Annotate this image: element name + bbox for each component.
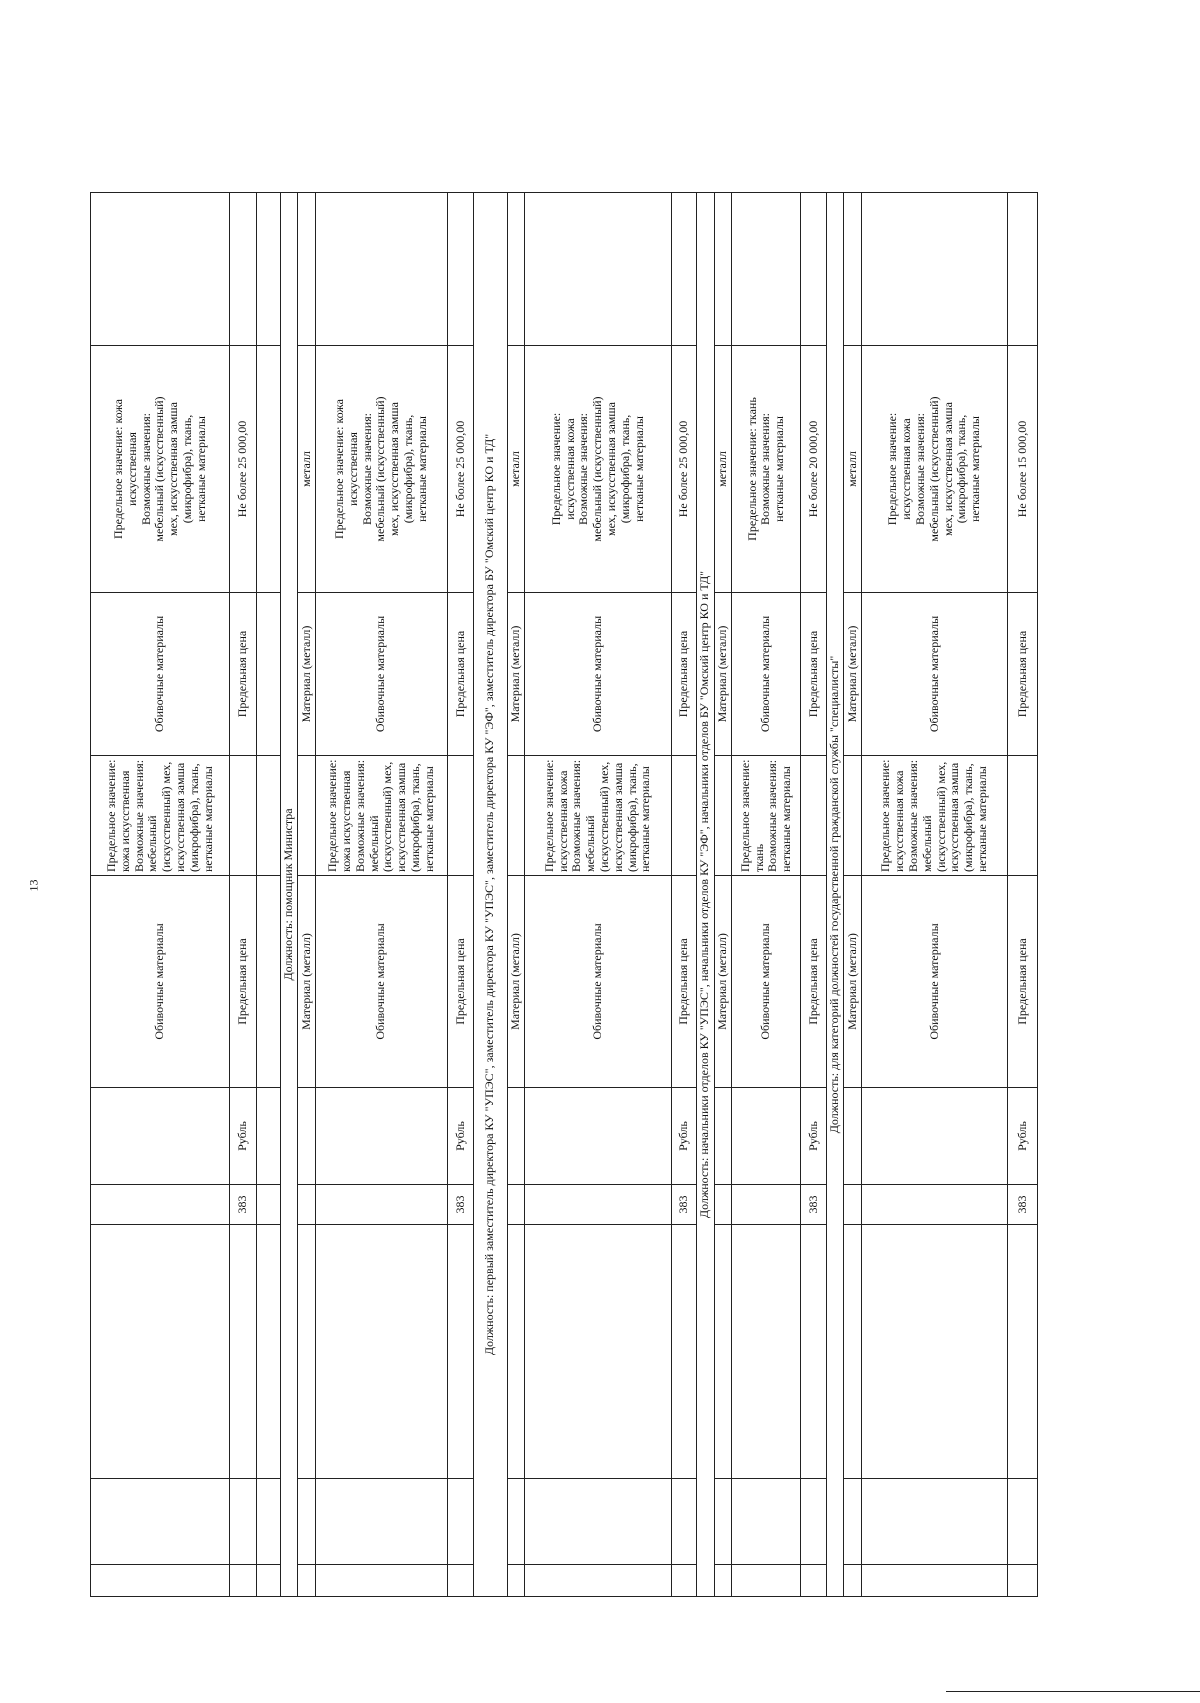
table-cell: [298, 756, 316, 876]
table-cell: [91, 1565, 230, 1597]
table-cell: [861, 1479, 1008, 1565]
page-number: 13: [26, 879, 41, 892]
table-cell: [1008, 1225, 1038, 1479]
table-row: [826, 193, 844, 1597]
characteristic-name: Обивочные материалы: [861, 593, 1008, 756]
table-cell: [315, 1225, 447, 1479]
table-cell: [230, 1565, 256, 1597]
table-cell: [525, 1225, 672, 1479]
table-row: [732, 193, 801, 1597]
table-row: [1008, 193, 1038, 1597]
table-cell: [844, 1185, 862, 1225]
table-cell: [801, 193, 826, 346]
unit-cell: Рубль: [1008, 1088, 1038, 1185]
required-value: Предельное значение: ткань Возможные значения: нетканые материалы: [732, 756, 801, 876]
table-cell: [525, 1479, 672, 1565]
metal-value: металл: [844, 346, 862, 593]
code-cell: 383: [801, 1185, 826, 1225]
table-cell: [861, 1088, 1008, 1185]
table-cell: [861, 1185, 1008, 1225]
table-cell: [671, 193, 696, 346]
characteristic-name: Материал (металл): [298, 593, 316, 756]
code-cell: 383: [671, 1185, 696, 1225]
price-value: Не более 20 000,00: [801, 346, 826, 593]
table-cell: [447, 756, 473, 876]
table-row: [447, 193, 473, 1597]
table-cell: [861, 193, 1008, 346]
unit-cell: Рубль: [801, 1088, 826, 1185]
table-cell: [256, 1088, 280, 1185]
characteristic-name: Предельная цена: [447, 593, 473, 756]
table-cell: [844, 1225, 862, 1479]
table-cell: [91, 1088, 230, 1185]
characteristic-name: Предельная цена: [230, 876, 256, 1088]
table-row: [298, 193, 316, 1597]
table-cell: [844, 756, 862, 876]
table-cell: [315, 1088, 447, 1185]
table-cell: [732, 1185, 801, 1225]
table-cell: [230, 1479, 256, 1565]
table-cell: [256, 1479, 280, 1565]
price-value: Не более 25 000,00: [671, 346, 696, 593]
metal-value: металл: [714, 346, 732, 593]
required-value: Предельное значение: кожа искусственная Возможные значения: мебельный (искусственный) мех, искусственная замша (микрофибра), ткань, нетканые материалы: [315, 756, 447, 876]
table-cell: [91, 193, 230, 346]
metal-value: металл: [507, 346, 525, 593]
unit-cell: Рубль: [447, 1088, 473, 1185]
table-cell: [714, 1185, 732, 1225]
code-cell: 383: [447, 1185, 473, 1225]
table-cell: [801, 756, 826, 876]
table-row: [697, 193, 715, 1597]
table-cell: [801, 1565, 826, 1597]
required-value: Предельное значение: кожа искусственная Возможные значения: мебельный (искусственный) мех, искусственная замша (микрофибра), ткань, нетканые материалы: [91, 756, 230, 876]
characteristic-name: Материал (металл): [298, 876, 316, 1088]
table-cell: [507, 1565, 525, 1597]
position-heading: Должность: для категорий должностей государственной гражданской службы "специалисты": [826, 193, 844, 1597]
table-cell: [732, 1479, 801, 1565]
table-cell: [298, 1479, 316, 1565]
table-cell: [714, 756, 732, 876]
table-cell: [714, 1088, 732, 1185]
characteristic-name: Обивочные материалы: [91, 876, 230, 1088]
table-cell: [315, 193, 447, 346]
required-value: Предельное значение: искусственная кожа Возможные значения: мебельный (искусственный) мех, искусственная замша (микрофибра), ткань, нетканые материалы: [525, 756, 672, 876]
code-cell: 383: [230, 1185, 256, 1225]
unit-cell: Рубль: [671, 1088, 696, 1185]
table-cell: [732, 1225, 801, 1479]
table-cell: [298, 1088, 316, 1185]
characteristic-name: Обивочные материалы: [315, 876, 447, 1088]
approved-value: Предельное значение: искусственная кожа Возможные значения: мебельный (искусственный) мех, искусственная замша (микрофибра), ткань, нетканые материалы: [525, 346, 672, 593]
table-cell: [91, 1225, 230, 1479]
table-row: [91, 193, 230, 1597]
metal-value: металл: [298, 346, 316, 593]
table-cell: [447, 1479, 473, 1565]
table-cell: [507, 1185, 525, 1225]
characteristic-name: Материал (металл): [844, 876, 862, 1088]
table-cell: [256, 876, 280, 1088]
table-cell: [861, 1565, 1008, 1597]
table-row: [671, 193, 696, 1597]
table-cell: [844, 1088, 862, 1185]
unit-cell: Рубль: [230, 1088, 256, 1185]
table-cell: [447, 193, 473, 346]
table-cell: [91, 1479, 230, 1565]
table-cell: [315, 1185, 447, 1225]
table-cell: [256, 1185, 280, 1225]
table-cell: [256, 593, 280, 756]
approved-value: Предельное значение: ткань Возможные значения: нетканые материалы: [732, 346, 801, 593]
table-cell: [732, 1088, 801, 1185]
table-cell: [507, 1479, 525, 1565]
table-cell: [1008, 1479, 1038, 1565]
position-heading: Должность: помощник Министра: [280, 193, 298, 1597]
characteristic-name: Материал (металл): [714, 593, 732, 756]
table-cell: [861, 1225, 1008, 1479]
characteristic-name: Предельная цена: [230, 593, 256, 756]
characteristic-name: Материал (металл): [714, 876, 732, 1088]
table-cell: [1008, 756, 1038, 876]
table-cell: [844, 193, 862, 346]
table-cell: [507, 1088, 525, 1185]
table-cell: [230, 756, 256, 876]
price-value: Не более 25 000,00: [230, 346, 256, 593]
table-cell: [525, 1185, 672, 1225]
table-cell: [714, 1565, 732, 1597]
approved-value: Предельное значение: кожа искусственная Возможные значения: мебельный (искусственный) мех, искусственная замша (микрофибра), ткань, нетканые материалы: [315, 346, 447, 593]
characteristic-name: Обивочные материалы: [315, 593, 447, 756]
table-cell: [256, 193, 280, 346]
rotated-table-container: [90, 193, 1038, 1597]
characteristic-name: Обивочные материалы: [525, 876, 672, 1088]
table-cell: [671, 1565, 696, 1597]
table-cell: [256, 1565, 280, 1597]
characteristic-name: Обивочные материалы: [525, 593, 672, 756]
table-cell: [230, 193, 256, 346]
table-cell: [298, 1185, 316, 1225]
table-row: [861, 193, 1008, 1597]
table-cell: [714, 193, 732, 346]
table-row: [801, 193, 826, 1597]
table-cell: [671, 1225, 696, 1479]
table-row: [230, 193, 256, 1597]
table-cell: [801, 1225, 826, 1479]
characteristic-name: Обивочные материалы: [861, 876, 1008, 1088]
position-heading: Должность: начальники отделов КУ "УПЭС", начальники отделов КУ "ЭФ", начальники отделов БУ "Омский центр КО и ТД": [697, 193, 715, 1597]
price-value: Не более 25 000,00: [447, 346, 473, 593]
table-cell: [256, 756, 280, 876]
footer-line: [946, 1691, 1200, 1692]
table-row: [844, 193, 862, 1597]
position-heading: Должность: первый заместитель директора КУ "УПЭС", заместитель директора КУ "УПЭС", заместитель директора КУ "ЭФ", заместитель директора БУ "Омский центр КО и ТД": [474, 193, 508, 1597]
table-cell: [298, 1225, 316, 1479]
table-cell: [298, 193, 316, 346]
table-cell: [315, 1565, 447, 1597]
table-cell: [315, 1479, 447, 1565]
table-row: [315, 193, 447, 1597]
table-cell: [671, 1479, 696, 1565]
table-cell: [256, 346, 280, 593]
table-cell: [844, 1565, 862, 1597]
characteristic-name: Предельная цена: [801, 593, 826, 756]
table-cell: [732, 1565, 801, 1597]
characteristic-name: Предельная цена: [1008, 876, 1038, 1088]
table-cell: [447, 1565, 473, 1597]
table-row: [256, 193, 280, 1597]
table-cell: [714, 1479, 732, 1565]
table-row: [280, 193, 298, 1597]
table-row: [507, 193, 525, 1597]
table-cell: [525, 1565, 672, 1597]
table-cell: [525, 193, 672, 346]
table-cell: [507, 193, 525, 346]
table-cell: [732, 193, 801, 346]
characteristic-name: Предельная цена: [671, 593, 696, 756]
characteristic-name: Предельная цена: [671, 876, 696, 1088]
characteristic-name: Обивочные материалы: [91, 593, 230, 756]
table-cell: [525, 1088, 672, 1185]
table-cell: [91, 1185, 230, 1225]
characteristic-name: Обивочные материалы: [732, 876, 801, 1088]
characteristic-name: Предельная цена: [447, 876, 473, 1088]
characteristic-name: Обивочные материалы: [732, 593, 801, 756]
table-cell: [256, 1225, 280, 1479]
table-cell: [298, 1565, 316, 1597]
table-cell: [801, 1479, 826, 1565]
table-row: [474, 193, 508, 1597]
table-cell: [507, 1225, 525, 1479]
code-cell: 383: [1008, 1185, 1038, 1225]
table-cell: [714, 1225, 732, 1479]
characteristic-name: Материал (металл): [844, 593, 862, 756]
table-cell: [844, 1479, 862, 1565]
table-cell: [671, 756, 696, 876]
characteristic-name: Материал (металл): [507, 876, 525, 1088]
table-row: [714, 193, 732, 1597]
table-cell: [230, 1225, 256, 1479]
table-cell: [1008, 1565, 1038, 1597]
approved-value: Предельное значение: искусственная кожа Возможные значения: мебельный (искусственный) мех, искусственная замша (микрофибра), ткань, нетканые материалы: [861, 346, 1008, 593]
table-row: [525, 193, 672, 1597]
characteristic-name: Предельная цена: [1008, 593, 1038, 756]
table-cell: [1008, 193, 1038, 346]
requirements-table: [90, 192, 1038, 1597]
table-cell: [447, 1225, 473, 1479]
approved-value: Предельное значение: кожа искусственная Возможные значения: мебельный (искусственный) мех, искусственная замша (микрофибра), ткань, нетканые материалы: [91, 346, 230, 593]
characteristic-name: Материал (металл): [507, 593, 525, 756]
required-value: Предельное значение: искусственная кожа Возможные значения: мебельный (искусственный) мех, искусственная замша (микрофибра), ткань, нетканые материалы: [861, 756, 1008, 876]
table-cell: [507, 756, 525, 876]
price-value: Не более 15 000,00: [1008, 346, 1038, 593]
characteristic-name: Предельная цена: [801, 876, 826, 1088]
